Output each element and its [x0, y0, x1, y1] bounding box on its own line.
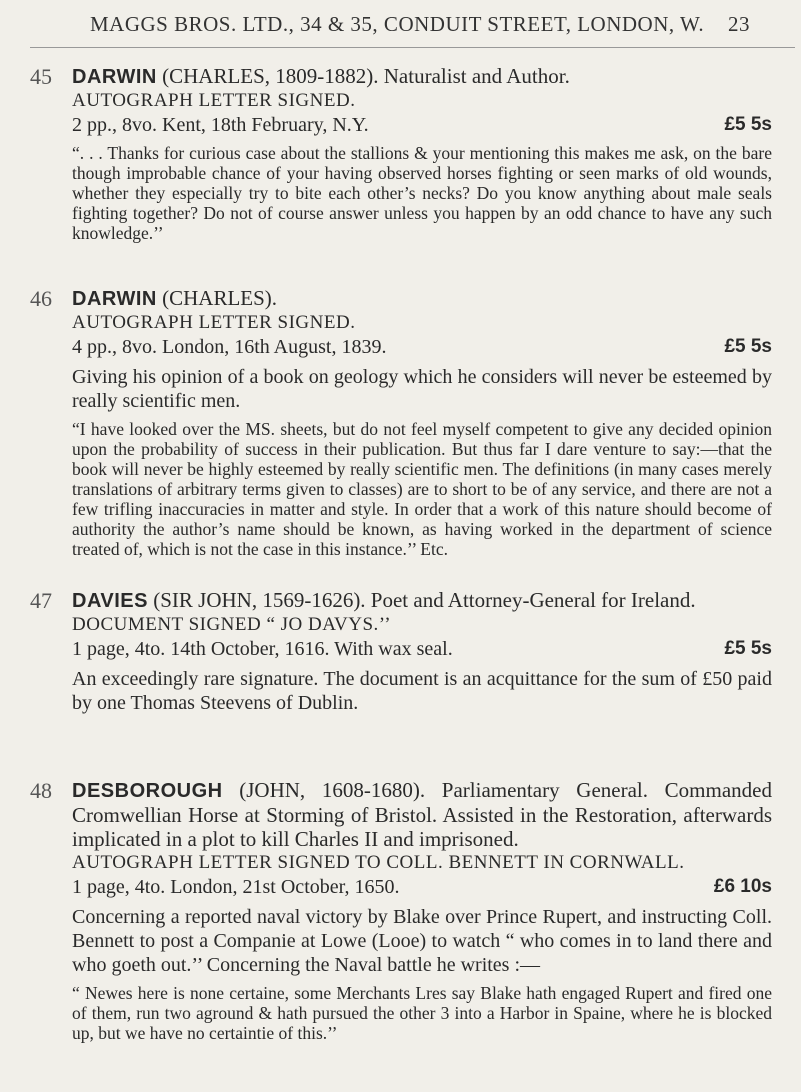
entry-name: DARWIN: [72, 66, 157, 88]
catalogue-entry: [30, 64, 772, 243]
entry-title-rest: (SIR JOHN, 1569-1626). Poet and Attorney-General for Ireland.: [147, 588, 696, 612]
entry-number: 48: [30, 778, 52, 803]
entry-price: £6 10s: [713, 876, 772, 897]
entry-price: £5 5s: [724, 638, 772, 659]
entry-detail: [72, 113, 772, 137]
entry-name: DAVIES: [72, 590, 148, 612]
entry-quote: “I have looked over the MS. sheets, but do not feel myself competent to give any decided opinion upon the probability of success in their publication. But thus far I dare venture to say:—that the book will never be highly esteemed by really scientific men. The definitions (in many cases merely translations of arbitrary terms given to classes) are to short to be of any service, and there are not a few trifling inaccuracies in matter and style. In order that a work of this nature should become of authority the author’s name should be known, as having worked in the department of science treated of, which is not the case in this instance.’’ Etc.: [72, 419, 772, 559]
page-header: [90, 12, 750, 37]
entry-number: 45: [30, 64, 52, 89]
entry-item-type: AUTOGRAPH LETTER SIGNED.: [72, 90, 356, 111]
catalogue-entry: [30, 286, 772, 559]
entry-number: 47: [30, 588, 52, 613]
entry-title-rest: (CHARLES, 1809-1882). Naturalist and Author.: [156, 64, 570, 88]
entry-quote: “ Newes here is none certaine, some Merchants Lres say Blake hath engaged Rupert and fired one of them, run two aground & hath pursued the other 3 into a Harbor in Spaine, where he is blocked up, but we have no certaintie of this.’’: [72, 983, 772, 1043]
entry-title: [72, 286, 772, 311]
entry-format: 1 page, 4to. 14th October, 1616. With wax seal.: [72, 638, 453, 660]
entry-name: DARWIN: [72, 288, 157, 310]
entry-item-type: DOCUMENT SIGNED “ JO DAVYS.’’: [72, 614, 392, 635]
entry-title: [72, 588, 772, 613]
entry-detail: [72, 335, 772, 359]
page-number: 23: [728, 12, 750, 36]
entry-item-type: AUTOGRAPH LETTER SIGNED TO COLL. BENNETT IN CORNWALL.: [72, 852, 685, 873]
catalogue-entry: [30, 778, 772, 1043]
entry-price: £5 5s: [724, 336, 772, 357]
entry-format: 2 pp., 8vo. Kent, 18th February, N.Y.: [72, 114, 369, 136]
entry-description: An exceedingly rare signature. The document is an acquittance for the sum of £50 paid by one Thomas Steevens of Dublin.: [72, 668, 772, 714]
entry-quote: “. . . Thanks for curious case about the stallions & your mentioning this makes me ask, on the bare though improbable chance of your having observed horses fighting or seen marks of old wounds, whether they especially try to bite each other’s necks? Do you know anything about male seals fighting together? Do not of course answer unless you happen by an odd chance to have any such knowledge.’’: [72, 143, 772, 243]
entry-title: [72, 778, 772, 851]
entry-description: Concerning a reported naval victory by Blake over Prince Rupert, and instructing Coll. Bennett to post a Companie at Lowe (Looe) to watch “ who comes in to land there and who goeth out.’’ Concerning the Naval battle he writes :—: [72, 906, 772, 976]
header-rule: [30, 47, 795, 48]
catalogue-entry: [30, 588, 772, 715]
entry-format: 4 pp., 8vo. London, 16th August, 1839.: [72, 336, 387, 358]
entry-title-rest: (JOHN, 1608-1680). Parliamentary General. Commanded Cromwellian Horse at Storming of Bristol. Assisted in the Restoration, afterwards implicated in a plot to kill Charles II and imprisoned.: [72, 778, 772, 851]
entry-name: DESBOROUGH: [72, 780, 223, 802]
entry-detail: [72, 875, 772, 899]
entry-title: [72, 64, 772, 89]
entry-format: 1 page, 4to. London, 21st October, 1650.: [72, 876, 400, 898]
entry-price: £5 5s: [724, 114, 772, 135]
header-text: MAGGS BROS. LTD., 34 & 35, CONDUIT STREET, LONDON, W.: [90, 12, 705, 36]
entry-title-rest: (CHARLES).: [156, 286, 278, 310]
entry-item-type: AUTOGRAPH LETTER SIGNED.: [72, 312, 356, 333]
entry-number: 46: [30, 286, 52, 311]
entry-description: Giving his opinion of a book on geology which he considers will never be esteemed by really scientific men.: [72, 366, 772, 412]
entry-detail: [72, 637, 772, 661]
